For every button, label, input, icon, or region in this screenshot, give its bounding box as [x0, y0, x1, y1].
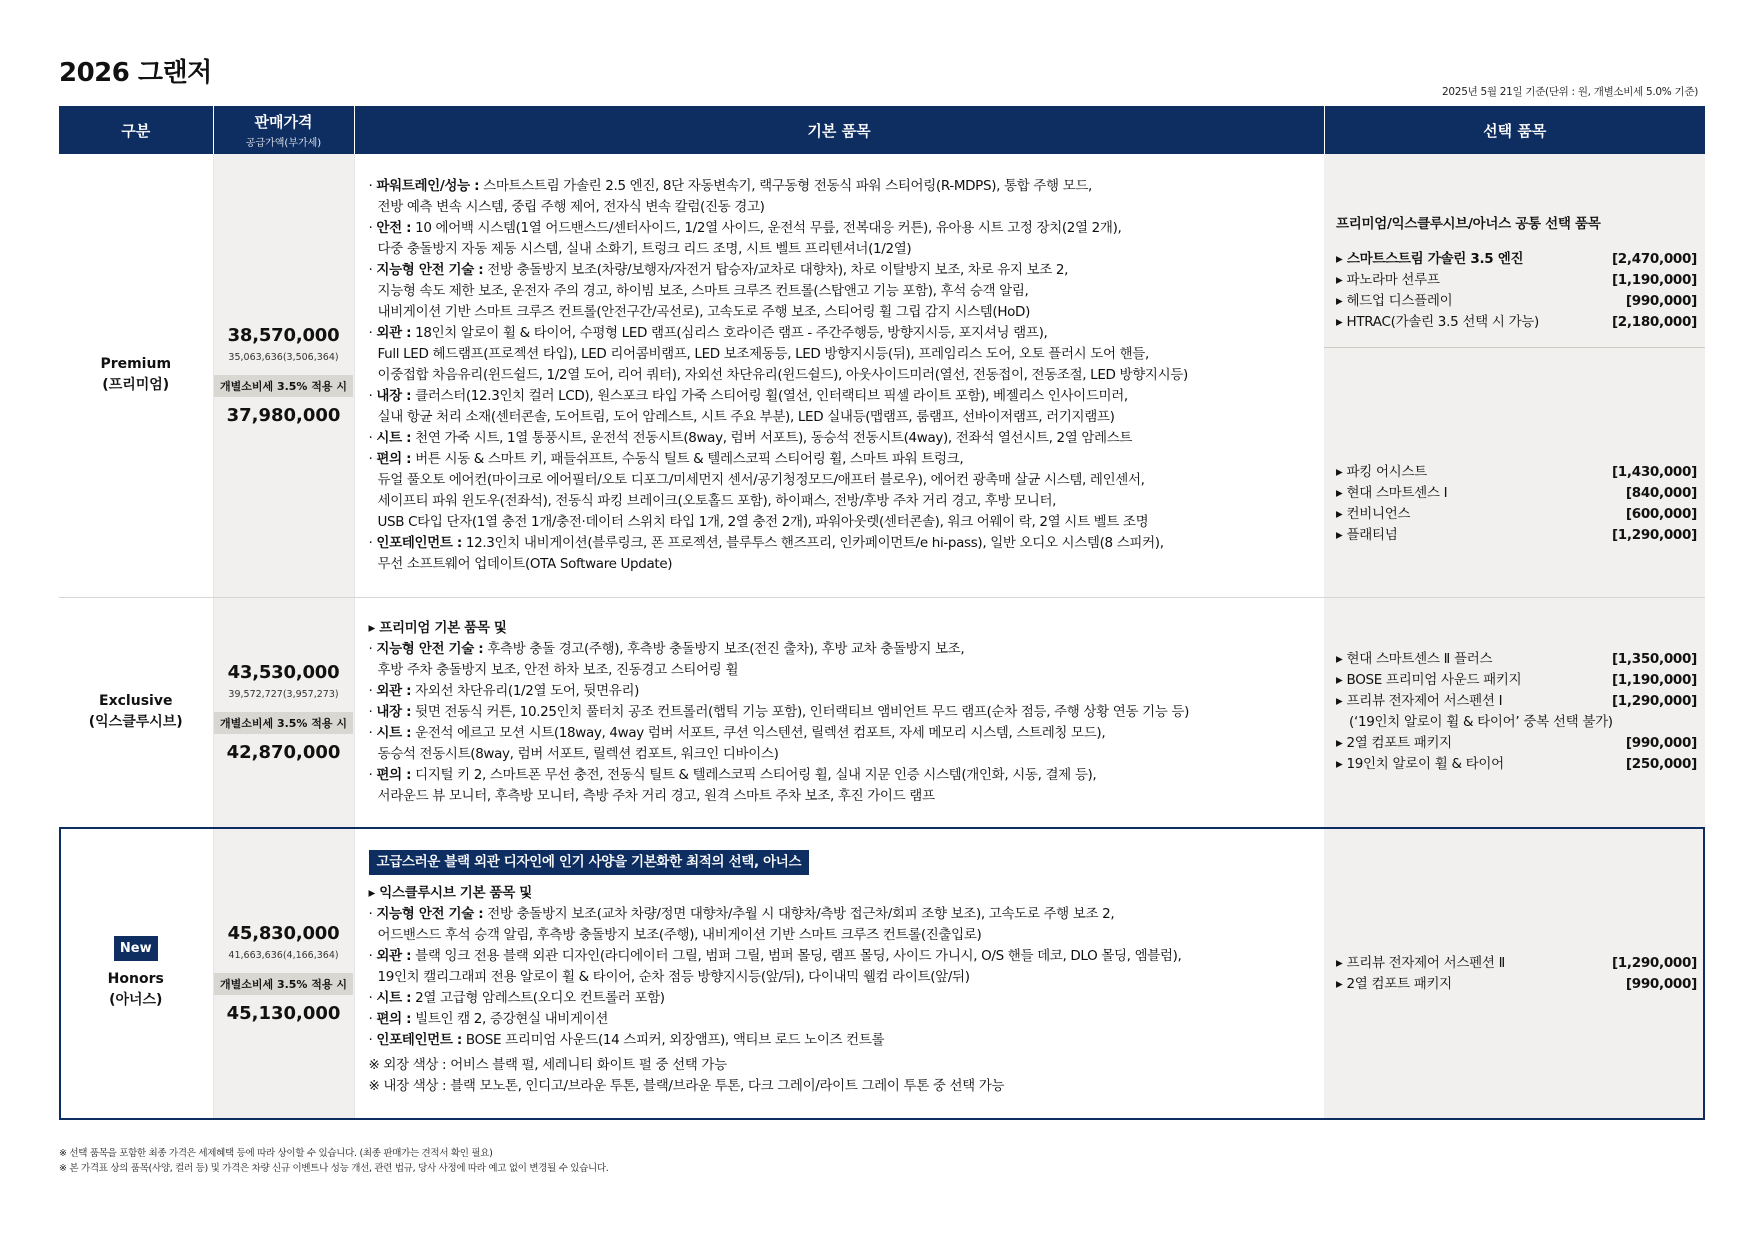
- bullet-dot: ·: [368, 640, 377, 657]
- honors-banner: 고급스러운 블랙 외관 디자인에 인기 사양을 기본화한 최적의 선택, 아너스: [369, 850, 810, 875]
- feature-label: 편의 :: [376, 766, 412, 783]
- bullet-dot: ·: [368, 724, 377, 741]
- footnote: ※ 본 가격표 상의 품목(사양, 컬러 등) 및 가격은 차량 신규 이벤트나 성능 개선, 관련 법규, 당사 사정에 따라 예고 없이 변경될 수 있습니다.: [59, 1163, 609, 1174]
- option-price: [1,290,000]: [1611, 954, 1697, 971]
- feature-item: [369, 639, 1313, 660]
- feature-label: 파워트레인/성능 :: [376, 177, 480, 194]
- common-options-heading: 프리미엄/익스클루시브/아너스 공통 선택 품목: [1336, 216, 1601, 233]
- option-item: [1336, 733, 1697, 754]
- trim-cell: [59, 154, 213, 597]
- bullet-dot: ·: [368, 534, 377, 551]
- base-note: ▸ 프리미엄 기본 품목 및: [368, 619, 507, 636]
- trim-name-ko: (프리미엄): [102, 377, 170, 394]
- feature-text-continued: 다중 충돌방지 자동 제동 시스템, 실내 소화기, 트렁크 리드 조명, 시트 벨트 프리텐셔너(1/2열): [377, 240, 912, 257]
- remark-interior-color: ※ 내장 색상 : 블랙 모노톤, 인디고/브라운 투톤, 블랙/브라운 투톤, 다크 그레이/라이트 그레이 투톤 중 선택 가능: [368, 1078, 1005, 1095]
- bullet-dot: ·: [368, 1011, 377, 1028]
- options-cell: [1324, 597, 1705, 827]
- feature-label: 외관 :: [376, 682, 412, 699]
- trim-name: Exclusive: [99, 693, 173, 709]
- option-price: [1,290,000]: [1611, 527, 1697, 544]
- feature-item: [369, 723, 1313, 744]
- option-price: [840,000]: [1625, 485, 1697, 502]
- options-divider: [1324, 347, 1705, 348]
- feature-text-continued: 무선 소프트웨어 업데이트(OTA Software Update): [377, 555, 673, 572]
- trim-name: Honors: [107, 971, 164, 988]
- reduced-price: 37,980,000: [226, 404, 341, 426]
- option-name: ▸ 스마트스트림 가솔린 3.5 엔진: [1336, 251, 1524, 268]
- feature-text: 빌트인 캠 2, 증강현실 내비게이션: [415, 1011, 609, 1028]
- option-price: [1,290,000]: [1611, 693, 1697, 709]
- option-name: ▸ HTRAC(가솔린 3.5 선택 시 가능): [1336, 314, 1540, 331]
- option-name: ▸ 19인치 알로이 휠 & 타이어: [1336, 756, 1504, 772]
- trim-row-exclusive: [59, 597, 1705, 827]
- feature-text: 전방 충돌방지 보조(교차 차량/정면 대향차/추월 시 대향차/측방 접근차/회피 조향 보조), 고속도로 주행 보조 2,: [487, 906, 1115, 923]
- bullet-dot: ·: [368, 766, 377, 783]
- price-basis-note: 2025년 5월 21일 기준(단위 : 원, 개별소비세 5.0% 기준): [1442, 86, 1698, 98]
- feature-text: 후측방 충돌 경고(주행), 후측방 충돌방지 보조(전진 출차), 후방 교차 충돌방지 보조,: [487, 640, 965, 657]
- trim-name-ko: (익스클루시브): [88, 714, 183, 730]
- feature-item: [369, 386, 1313, 407]
- options-cell: [1324, 154, 1705, 597]
- reduced-price: 42,870,000: [226, 741, 341, 763]
- options-cell: [1324, 827, 1705, 1120]
- supply-price: 41,663,636(4,166,364): [228, 950, 339, 962]
- bullet-dot: ·: [368, 1032, 377, 1049]
- page-title: 2026 그랜저: [59, 58, 212, 88]
- retail-price: 43,530,000: [227, 661, 340, 683]
- feature-label: 시트 :: [376, 724, 412, 741]
- feature-text: 전방 충돌방지 보조(차량/보행자/자전거 탑승자/교차로 대향차), 차로 이탈방지 보조, 차로 유지 보조 2,: [487, 261, 1069, 278]
- feature-text: 2열 고급형 암레스트(오디오 컨트롤러 포함): [415, 990, 665, 1007]
- feature-label: 인포테인먼트 :: [376, 534, 462, 551]
- feature-text: 18인치 알로이 휠 & 타이어, 수평형 LED 램프(심리스 호라이즌 램프 - 주간주행등, 방향지시등, 포지셔닝 램프),: [415, 324, 1048, 341]
- tax-tag: 개별소비세 3.5% 적용 시: [214, 375, 353, 397]
- option-item: [1336, 291, 1697, 312]
- feature-text: BOSE 프리미엄 사운드(14 스피커, 외장앰프), 액티브 로드 노이즈 컨트롤: [465, 1032, 885, 1049]
- feature-label: 인포테인먼트 :: [376, 1032, 462, 1049]
- feature-text: 블랙 잉크 전용 블랙 외관 디자인(라디에이터 그릴, 범퍼 그릴, 범퍼 몰딩, 램프 몰딩, 사이드 가니시, O/S 핸들 데코, DLO 몰딩, 엠블럼),: [415, 948, 1182, 965]
- retail-price: 45,830,000: [227, 923, 340, 945]
- feature-item: [369, 946, 1313, 967]
- header-price: 판매가격 공급가액(부가세): [213, 106, 354, 154]
- option-price: [600,000]: [1625, 506, 1697, 523]
- option-name: ▸ 플래티넘: [1336, 527, 1398, 544]
- option-name: ▸ 프리뷰 전자제어 서스펜션 Ⅰ: [1336, 693, 1503, 709]
- feature-label: 시트 :: [376, 990, 412, 1007]
- feature-text-continued: 세이프티 파워 윈도우(전좌석), 전동식 파킹 브레이크(오토홀드 포함), 하이패스, 전방/후방 주차 거리 경고, 후방 모니터,: [377, 492, 1057, 509]
- feature-item: [369, 1030, 1313, 1051]
- feature-text-continued: Full LED 헤드램프(프로젝션 타입), LED 리어콤비램프, LED 보조제동등, LED 방향지시등(뒤), 프레임리스 도어, 오토 플러시 도어 핸들,: [377, 345, 1149, 362]
- trim-row-premium: [59, 154, 1705, 597]
- header-basic: 기본 품목: [354, 106, 1324, 154]
- basic-features: [354, 154, 1324, 597]
- feature-text: 버튼 시동 & 스마트 키, 패들쉬프트, 수동식 틸트 & 텔레스코픽 스티어링 휠, 스마트 파워 트렁크,: [415, 450, 964, 467]
- feature-label: 시트 :: [376, 429, 412, 446]
- option-item: [1336, 504, 1697, 525]
- feature-text-continued: 어드밴스드 후석 승객 알림, 후측방 충돌방지 보조(주행), 내비게이션 기반 스마트 크루즈 컨트롤(진출입로): [377, 927, 982, 944]
- supply-price: 35,063,636(3,506,364): [228, 351, 339, 363]
- option-price: [990,000]: [1625, 975, 1697, 992]
- feature-label: 지능형 안전 기술 :: [376, 906, 484, 923]
- feature-text-continued: USB C타입 단자(1열 충전 1개/충전·데이터 스위치 타입 1개, 2열 충전 2개), 파워아웃렛(센터콘솔), 워크 어웨이 락, 2열 시트 벨트 조명: [377, 513, 1149, 530]
- feature-text-continued: 내비게이션 기반 스마트 크루즈 컨트롤(안전구간/곡선로), 고속도로 주행 보조, 스티어링 휠 그립 감지 시스템(HoD): [377, 303, 1031, 320]
- option-name: ▸ 파노라마 선루프: [1336, 272, 1440, 289]
- feature-item: [369, 1009, 1313, 1030]
- retail-price: 38,570,000: [227, 324, 340, 346]
- bullet-dot: ·: [368, 177, 377, 194]
- feature-text: 10 에어백 시스템(1열 어드밴스드/센터사이드, 1/2열 사이드, 운전석 무릎, 전복대응 커튼), 유아용 시트 고정 장치(2열 2개),: [415, 219, 1122, 236]
- basic-features: [354, 597, 1324, 827]
- option-item: [1336, 483, 1697, 504]
- reduced-price: 45,130,000: [226, 1003, 341, 1025]
- feature-text-continued: 이중접합 차음유리(윈드쉴드, 1/2열 도어, 리어 쿼터), 자외선 차단유리(윈드쉴드), 아웃사이드미러(열선, 전동접이, 전동조절, LED 방향지시등): [377, 366, 1188, 383]
- option-name: ▸ 현대 스마트센스 Ⅰ: [1336, 485, 1448, 502]
- base-note: ▸ 익스클루시브 기본 품목 및: [368, 885, 532, 902]
- feature-text-continued: 지능형 속도 제한 보조, 운전자 주의 경고, 하이빔 보조, 스마트 크루즈 컨트롤(스탑앤고 기능 포함), 후석 승객 알림,: [377, 282, 1029, 299]
- footnotes: [59, 1146, 609, 1176]
- bullet-dot: ·: [368, 450, 377, 467]
- trim-name: Premium: [100, 356, 172, 373]
- trim-name-ko: (아너스): [109, 992, 163, 1009]
- option-price: [990,000]: [1625, 735, 1697, 751]
- option-item: [1336, 670, 1697, 691]
- price-table: [59, 106, 1705, 1120]
- bullet-dot: ·: [368, 387, 377, 404]
- option-price: [2,180,000]: [1611, 314, 1697, 331]
- option-price: [2,470,000]: [1611, 251, 1697, 268]
- feature-label: 지능형 안전 기술 :: [376, 261, 484, 278]
- feature-item: [369, 428, 1313, 449]
- feature-label: 지능형 안전 기술 :: [376, 640, 484, 657]
- bullet-dot: ·: [368, 429, 377, 446]
- remark-exterior-color: ※ 외장 색상 : 어비스 블랙 펄, 세레니티 화이트 펄 중 선택 가능: [368, 1057, 727, 1074]
- footnote: ※ 선택 품목을 포함한 최종 가격은 세제혜택 등에 따라 상이할 수 있습니다. (최종 판매가는 견적서 확인 필요): [59, 1148, 493, 1159]
- header-price-sub: 공급가액(부가세): [245, 138, 322, 149]
- feature-item: [369, 260, 1313, 281]
- option-price: [250,000]: [1625, 756, 1697, 772]
- option-item: [1336, 649, 1697, 670]
- feature-text-continued: 전방 예측 변속 시스템, 중립 주행 제어, 전자식 변속 칼럼(진동 경고): [377, 198, 765, 215]
- supply-price: 39,572,727(3,957,273): [228, 688, 339, 700]
- option-name: ▸ 컨비니언스: [1336, 506, 1411, 523]
- option-item: [1336, 525, 1697, 546]
- option-item: [1336, 462, 1697, 483]
- feature-text-continued: 동승석 전동시트(8way, 럼버 서포트, 릴렉션 컴포트, 워크인 디바이스): [377, 745, 779, 762]
- feature-text: 자외선 차단유리(1/2열 도어, 뒷면유리): [415, 682, 640, 699]
- price-cell: [213, 597, 354, 827]
- option-item: [1336, 953, 1697, 974]
- trim-cell: [59, 827, 213, 1120]
- feature-text: 클러스터(12.3인치 컬러 LCD), 원스포크 타입 가죽 스티어링 휠(열선, 인터랙티브 픽셀 라이트 포함), 베젤리스 인사이드미러,: [415, 387, 1128, 404]
- feature-item: [369, 988, 1313, 1009]
- feature-item: [369, 218, 1313, 239]
- feature-label: 내장 :: [376, 703, 412, 720]
- option-item: [1336, 712, 1697, 733]
- bullet-dot: ·: [368, 261, 377, 278]
- feature-label: 편의 :: [376, 450, 412, 467]
- feature-item: [369, 702, 1313, 723]
- feature-item: [369, 681, 1313, 702]
- price-cell: [213, 154, 354, 597]
- option-item: [1336, 312, 1697, 333]
- feature-text-continued: 후방 주차 충돌방지 보조, 안전 하차 보조, 진동경고 스티어링 휠: [377, 661, 739, 678]
- option-name: ▸ 현대 스마트센스 Ⅱ 플러스: [1336, 651, 1493, 667]
- option-price: [1,190,000]: [1611, 272, 1697, 289]
- bullet-dot: ·: [368, 703, 377, 720]
- feature-text: 운전석 에르고 모션 시트(18way, 4way 럼버 서포트, 쿠션 익스텐션, 릴렉션 컴포트, 자세 메모리 시스템, 스트레칭 모드),: [415, 724, 1106, 741]
- bullet-dot: ·: [368, 990, 377, 1007]
- feature-text: 천연 가죽 시트, 1열 통풍시트, 운전석 전동시트(8way, 럼버 서포트), 동승석 전동시트(4way), 전좌석 열선시트, 2열 암레스트: [415, 429, 1133, 446]
- feature-text-continued: 19인치 캘리그래피 전용 알로이 휠 & 타이어, 순차 점등 방향지시등(앞/뒤), 다이내믹 웰컴 라이트(앞/뒤): [377, 969, 970, 986]
- feature-text-continued: 듀얼 풀오토 에어컨(마이크로 에어필터/오토 디포그/미세먼지 센서/공기청정모드/애프터 블로우), 에어컨 광촉매 살균 시스템, 레인센서,: [377, 471, 1145, 488]
- option-name: ▸ 프리뷰 전자제어 서스펜션 Ⅱ: [1336, 954, 1505, 971]
- option-price: [1,350,000]: [1611, 651, 1697, 667]
- feature-text-continued: 실내 항균 처리 소재(센터콘솔, 도어트림, 도어 암레스트, 시트 주요 부분), LED 실내등(맵램프, 룸램프, 선바이저램프, 러기지램프): [377, 408, 1115, 425]
- bullet-dot: ·: [368, 948, 377, 965]
- feature-item: [369, 176, 1313, 197]
- feature-text: 스마트스트림 가솔린 2.5 엔진, 8단 자동변속기, 랙구동형 전동식 파워 스티어링(R-MDPS), 통합 주행 모드,: [483, 177, 1092, 194]
- option-item: [1336, 270, 1697, 291]
- header-options: 선택 품목: [1324, 106, 1705, 154]
- option-name: ▸ 파킹 어시스트: [1336, 464, 1427, 481]
- feature-label: 외관 :: [376, 324, 412, 341]
- price-cell: [213, 827, 354, 1120]
- feature-text: 디지털 키 2, 스마트폰 무선 충전, 전동식 틸트 & 텔레스코픽 스티어링 휠, 실내 지문 인증 시스템(개인화, 시동, 결제 등),: [415, 766, 1097, 783]
- bullet-dot: ·: [368, 219, 377, 236]
- option-price: [990,000]: [1625, 293, 1697, 310]
- feature-text: 12.3인치 내비게이션(블루링크, 폰 프로젝션, 블루투스 핸즈프리, 인카페이먼트/e hi-pass), 일반 오디오 시스템(8 스피커),: [465, 534, 1164, 551]
- option-price: [1,430,000]: [1611, 464, 1697, 481]
- new-badge: New: [114, 936, 158, 961]
- option-name: ▸ 2열 컴포트 패키지: [1336, 735, 1452, 751]
- bullet-dot: ·: [368, 324, 377, 341]
- option-item: [1336, 974, 1697, 995]
- feature-text: 뒷면 전동식 커튼, 10.25인치 풀터치 공조 컨트롤러(햅틱 기능 포함), 인터랙티브 앰비언트 무드 램프(순차 점등, 주행 상황 연동 기능 등): [415, 703, 1190, 720]
- option-price: [1,190,000]: [1611, 672, 1697, 688]
- feature-item: [369, 765, 1313, 786]
- basic-features: [354, 827, 1324, 1120]
- trim-cell: [59, 597, 213, 827]
- option-item: [1336, 754, 1697, 775]
- option-name: ▸ 2열 컴포트 패키지: [1336, 975, 1452, 992]
- bullet-dot: ·: [368, 682, 377, 699]
- feature-text-continued: 서라운드 뷰 모니터, 후측방 모니터, 측방 주차 거리 경고, 원격 스마트 주차 보조, 후진 가이드 램프: [377, 787, 935, 804]
- bullet-dot: ·: [368, 906, 377, 923]
- feature-label: 내장 :: [376, 387, 412, 404]
- tax-tag: 개별소비세 3.5% 적용 시: [214, 973, 353, 995]
- feature-item: [369, 323, 1313, 344]
- feature-item: [369, 904, 1313, 925]
- header-trim: 구분: [59, 106, 213, 154]
- feature-item: [369, 449, 1313, 470]
- trim-row-honors: [59, 827, 1705, 1120]
- option-name: (‘19인치 알로이 휠 & 타이어’ 중복 선택 불가): [1349, 714, 1613, 730]
- option-item: [1336, 249, 1697, 270]
- option-name: ▸ BOSE 프리미엄 사운드 패키지: [1336, 672, 1522, 688]
- option-name: ▸ 헤드업 디스플레이: [1336, 293, 1453, 310]
- option-item: [1336, 691, 1697, 712]
- feature-label: 편의 :: [376, 1011, 412, 1028]
- feature-label: 외관 :: [376, 948, 412, 965]
- feature-label: 안전 :: [376, 219, 412, 236]
- feature-item: [369, 533, 1313, 554]
- tax-tag: 개별소비세 3.5% 적용 시: [214, 712, 353, 734]
